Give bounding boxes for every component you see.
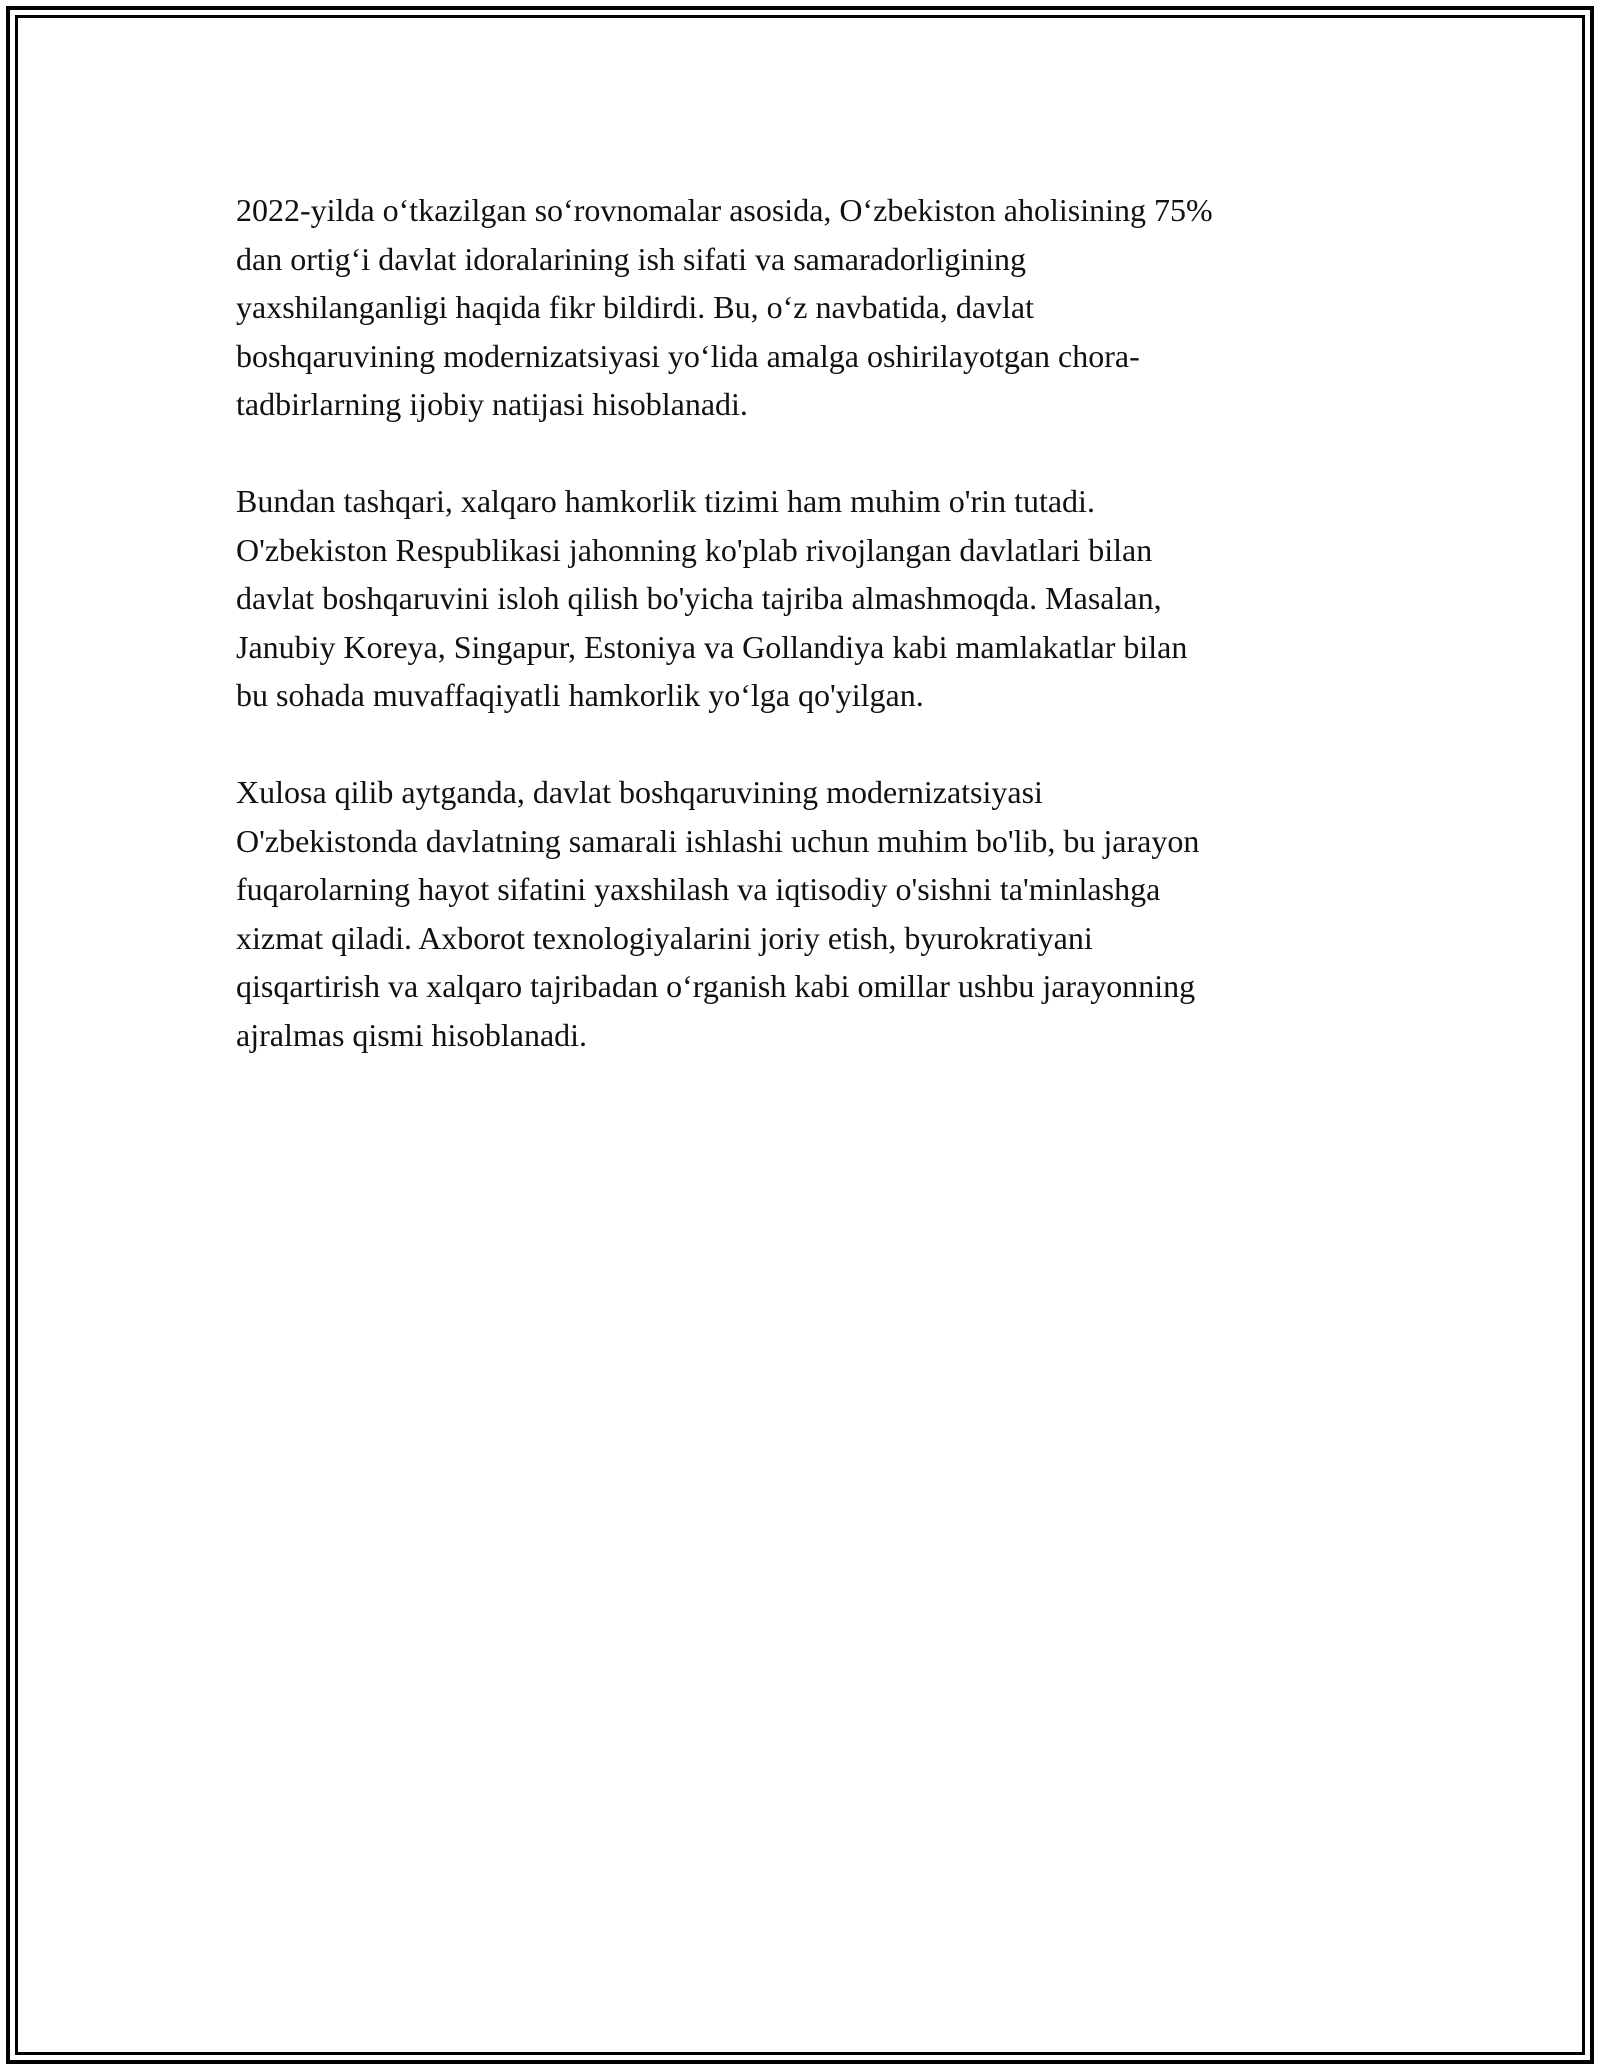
paragraph-conclusion: Xulosa qilib aytganda, davlat boshqaruvining modernizatsiyasi O'zbekistonda davlatning samarali ishlashi uchun muhim bo'lib, bu jarayon fuqarolarning hayot sifatini yaxshilash va iqtisodiy o'sishni ta'minlashga xizmat qiladi. Axborot texnologiyalarini joriy etish, byurokratiyani qisqartirish va xalqaro tajribadan o‘rganish kabi omillar ushbu jarayonning ajralmas qismi hisoblanadi. [236,774,1200,1053]
document-body [236,186,1366,1108]
paragraph-survey-results: 2022-yilda o‘tkazilgan so‘rovnomalar asosida, O‘zbekiston aholisining 75% dan ortig‘i davlat idoralarining ish sifati va samaradorligining yaxshilanganligi haqida fikr bildirdi. Bu, o‘z navbatida, davlat boshqaruvining modernizatsiyasi yo‘lida amalga oshirilayotgan chora- tadbirlarning ijobiy natijasi hisoblanadi. [236,192,1213,422]
paragraph-international-cooperation: Bundan tashqari, xalqaro hamkorlik tizimi ham muhim o'rin tutadi. O'zbekiston Respublikasi jahonning ko'plab rivojlangan davlatlari bilan davlat boshqaruvini isloh qilish bo'yicha tajriba almashmoqda. Masalan, Janubiy Koreya, Singapur, Estoniya va Gollandiya kabi mamlakatlar bilan bu sohada muvaffaqiyatli hamkorlik yo‘lga qo'yilgan. [236,483,1188,713]
